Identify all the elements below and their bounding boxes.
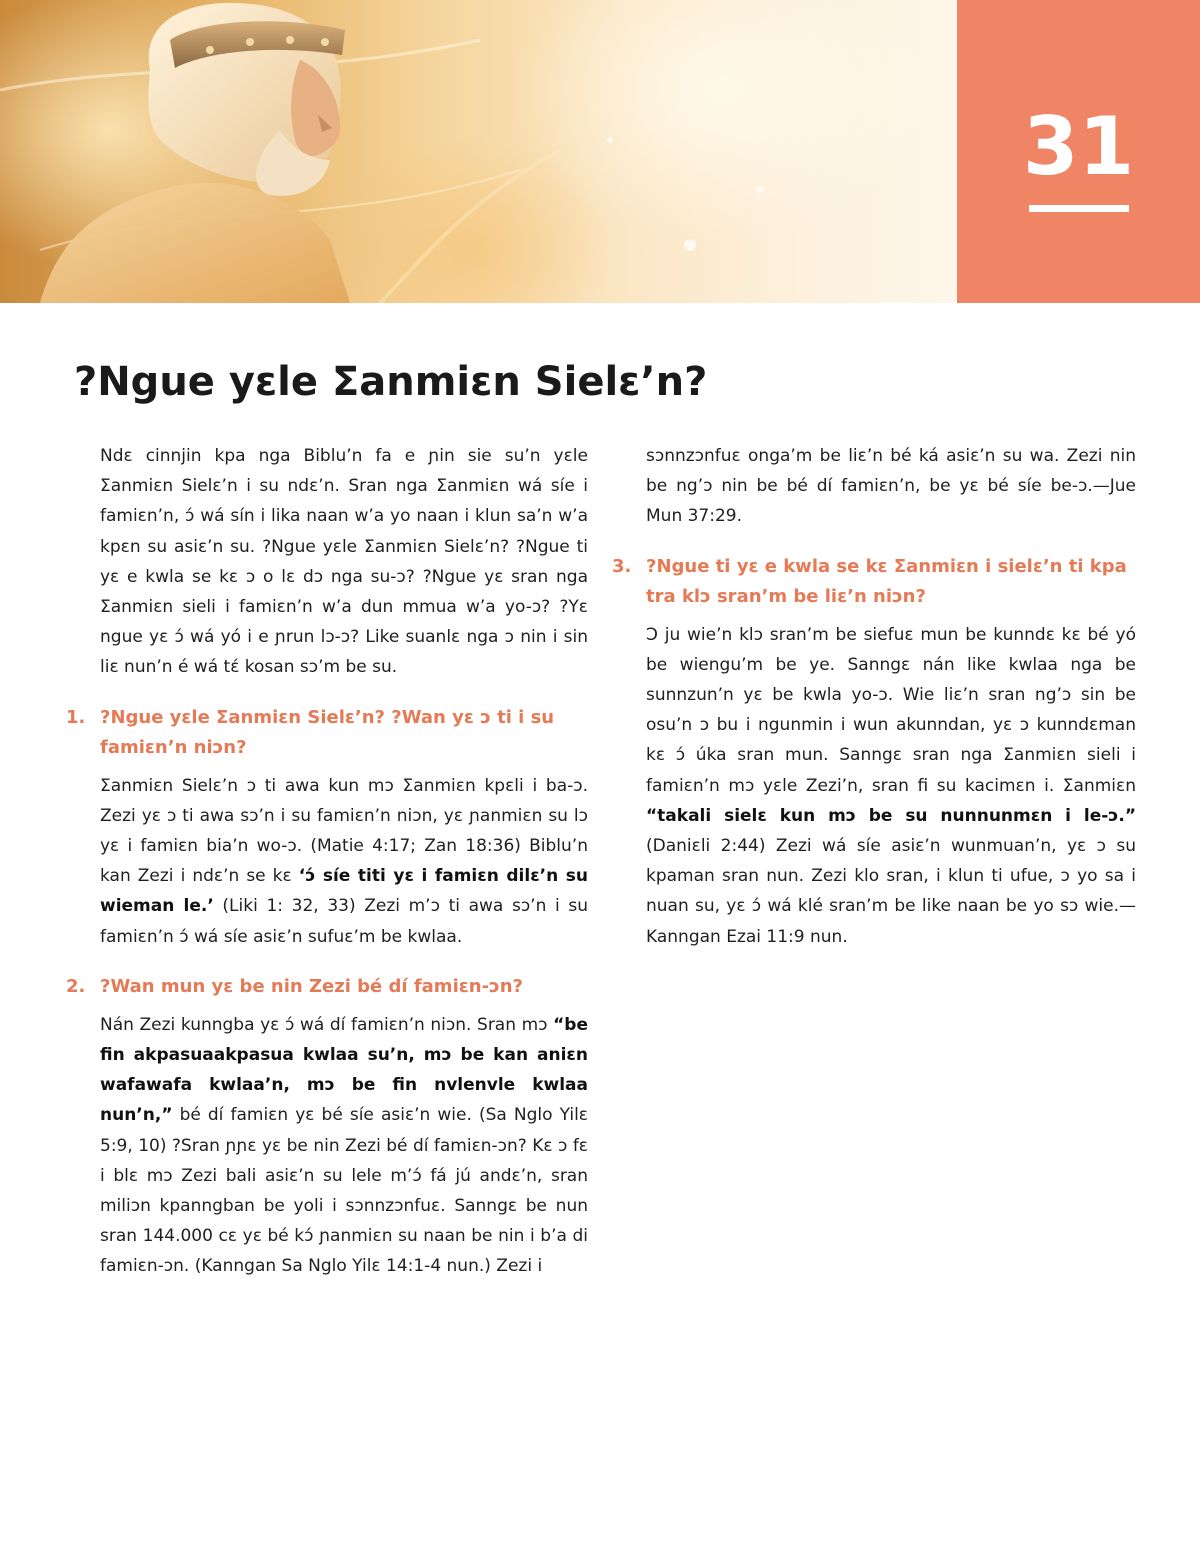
paragraph-text: (Daniɛli 2:44) Zezi wá síe asiɛ’n wunmuan’n, yɛ ɔ su kpaman sran nun. Zezi klo sran, i klun ti ufue, ɔ yo sa i nuan su, yɛ ɔ́ wá klé sran’m be like naan be yo sɔ wie.—Kanngan Ezai 11:9 nun. (646, 836, 1136, 947)
king-illustration (0, 0, 957, 303)
paragraph-text: (Liki 1: 32, 33) Zezi m’ɔ ti awa sɔ’n i su famiɛn’n ɔ́ wá síe asiɛ’n sufuɛ’m be kwlaa. (100, 896, 588, 947)
intro-paragraph: Ndɛ cinnjin kpa nga Biblu’n fa e ɲin sie su’n yɛle Ʃanmiɛn Sielɛ’n i su ndɛ’n. Sran nga Ʃanmiɛn wá síe i famiɛn’n, ɔ́ wá sín i lika naan w’a yo naan i klun sa’n w’a kpɛn su asiɛ’n su. ?Ngue yɛle Ʃanmiɛn Sielɛ’n? ?Ngue ti yɛ e kwla se kɛ ɔ o lɛ dɔ nga su-ɔ? ?Ngue yɛ sran nga Ʃanmiɛn sieli i famiɛn’n w’a dun mmua w’a yo-ɔ? ?Yɛ ngue yɛ ɔ́ wá yó i e ɲrun lɔ-ɔ? Like suanlɛ nga ɔ nin i sin liɛ nun’n é wá tɛ́ kosan sɔ’m be su. (100, 446, 588, 678)
bold-quote: ‘ɔ́ síe titi yɛ i famiɛn dilɛ’n su wieman le.’ (100, 866, 589, 917)
question-text: ?Ngue yɛle Ʃanmiɛn Sielɛ’n? ?Wan yɛ ɔ ti i su famiɛn’n niɔn? (100, 706, 555, 758)
hero-image (0, 0, 957, 303)
question-heading-3 (612, 552, 1136, 612)
section-1-paragraph (66, 771, 588, 952)
question-text: ?Wan mun yɛ be nin Zezi bé dí famiɛn-ɔn? (100, 975, 523, 997)
bold-quote: “takali sielɛ kun mɔ be su nunnunmɛn i le-ɔ.” (646, 805, 1136, 826)
chapter-rule (1029, 205, 1129, 212)
paragraph-text: Nán Zezi kunngba yɛ ɔ́ wá dí famiɛn’n niɔn. Sran mɔ (100, 1014, 554, 1035)
chapter-number: 31 (1022, 100, 1135, 193)
page-title: ?Ngue yɛle Ʃanmiɛn Sielɛ’n? (74, 359, 708, 405)
paragraph-text: sɔnnzɔnfuɛ onga’m be liɛ’n bé ká asiɛ’n su wa. Zezi nin be ng’ɔ nin be bé dí famiɛn’n, be yɛ bé síe be-ɔ.—Jue Mun 37:29. (646, 446, 1136, 527)
section-3-paragraph (612, 620, 1136, 952)
question-number: 3. (612, 555, 632, 577)
paragraph-text: bé dí famiɛn yɛ bé síe asiɛ’n wie. (Sa Nglo Yilɛ 5:9, 10) ?Sran ɲɲɛ yɛ be nin Zezi bé dí famiɛn-ɔn? Kɛ ɔ fɛ i blɛ mɔ Zezi bali asiɛ’n su lele m’ɔ́ fá jú andɛ’n, sran miliɔn kpanngban be yoli i sɔnnzɔnfuɛ. Sanngɛ be nun sran 144.000 cɛ yɛ bé kɔ́ ɲanmiɛn su naan be nin i b’a di famiɛn-ɔn. (Kanngan Sa Nglo Yilɛ 14:1-4 nun.) Zezi i (100, 1105, 588, 1277)
section-2-paragraph (66, 1010, 588, 1282)
question-text: ?Ngue ti yɛ e kwla se kɛ Ʃanmiɛn i sielɛ’n ti kpa tra klɔ sran’m be liɛ’n niɔn? (646, 555, 1127, 607)
chapter-badge (957, 0, 1200, 303)
left-column (66, 441, 588, 1282)
section-2-paragraph-continued (612, 441, 1136, 532)
question-heading-2 (66, 972, 588, 1002)
right-column (612, 441, 1136, 952)
paragraph-text: Ɔ ju wie’n klɔ sran’m be siefuɛ mun be kunndɛ kɛ bé yó be wiengu’m be ye. Sanngɛ nán like kwlaa nga be sunnzun’n yɛ be kwla yo-ɔ. Wie liɛ’n sran ng’ɔ sin be osu’n ɔ bu i ngunmin i wun akunndan, yɛ ɔ kunndɛman kɛ ɔ́ úka sran mun. Sanngɛ sran nga Ʃanmiɛn sieli i famiɛn’n mɔ yɛle Zezi’n, sran fi su kacimɛn i. Ʃanmiɛn (646, 624, 1136, 796)
bold-quote: “be fin akpasuaakpasua kwlaa su’n, mɔ be kan aniɛn wafawafa kwlaa’n, mɔ be fin nvlenvle kwlaa nun’n,” (100, 1014, 588, 1126)
paragraph-text: Ʃanmiɛn Sielɛ’n ɔ ti awa kun mɔ Ʃanmiɛn kpɛli i ba-ɔ. Zezi yɛ ɔ ti awa sɔ’n i su famiɛn’n niɔn, yɛ ɲanmiɛn su lɔ yɛ i famiɛn bia’n wo-ɔ. (Matie 4:17; Zan 18:36) Biblu’n kan Zezi i ndɛ’n se kɛ (100, 775, 588, 887)
question-number: 2. (66, 975, 86, 997)
question-heading-1 (66, 703, 588, 763)
question-number: 1. (66, 706, 86, 728)
